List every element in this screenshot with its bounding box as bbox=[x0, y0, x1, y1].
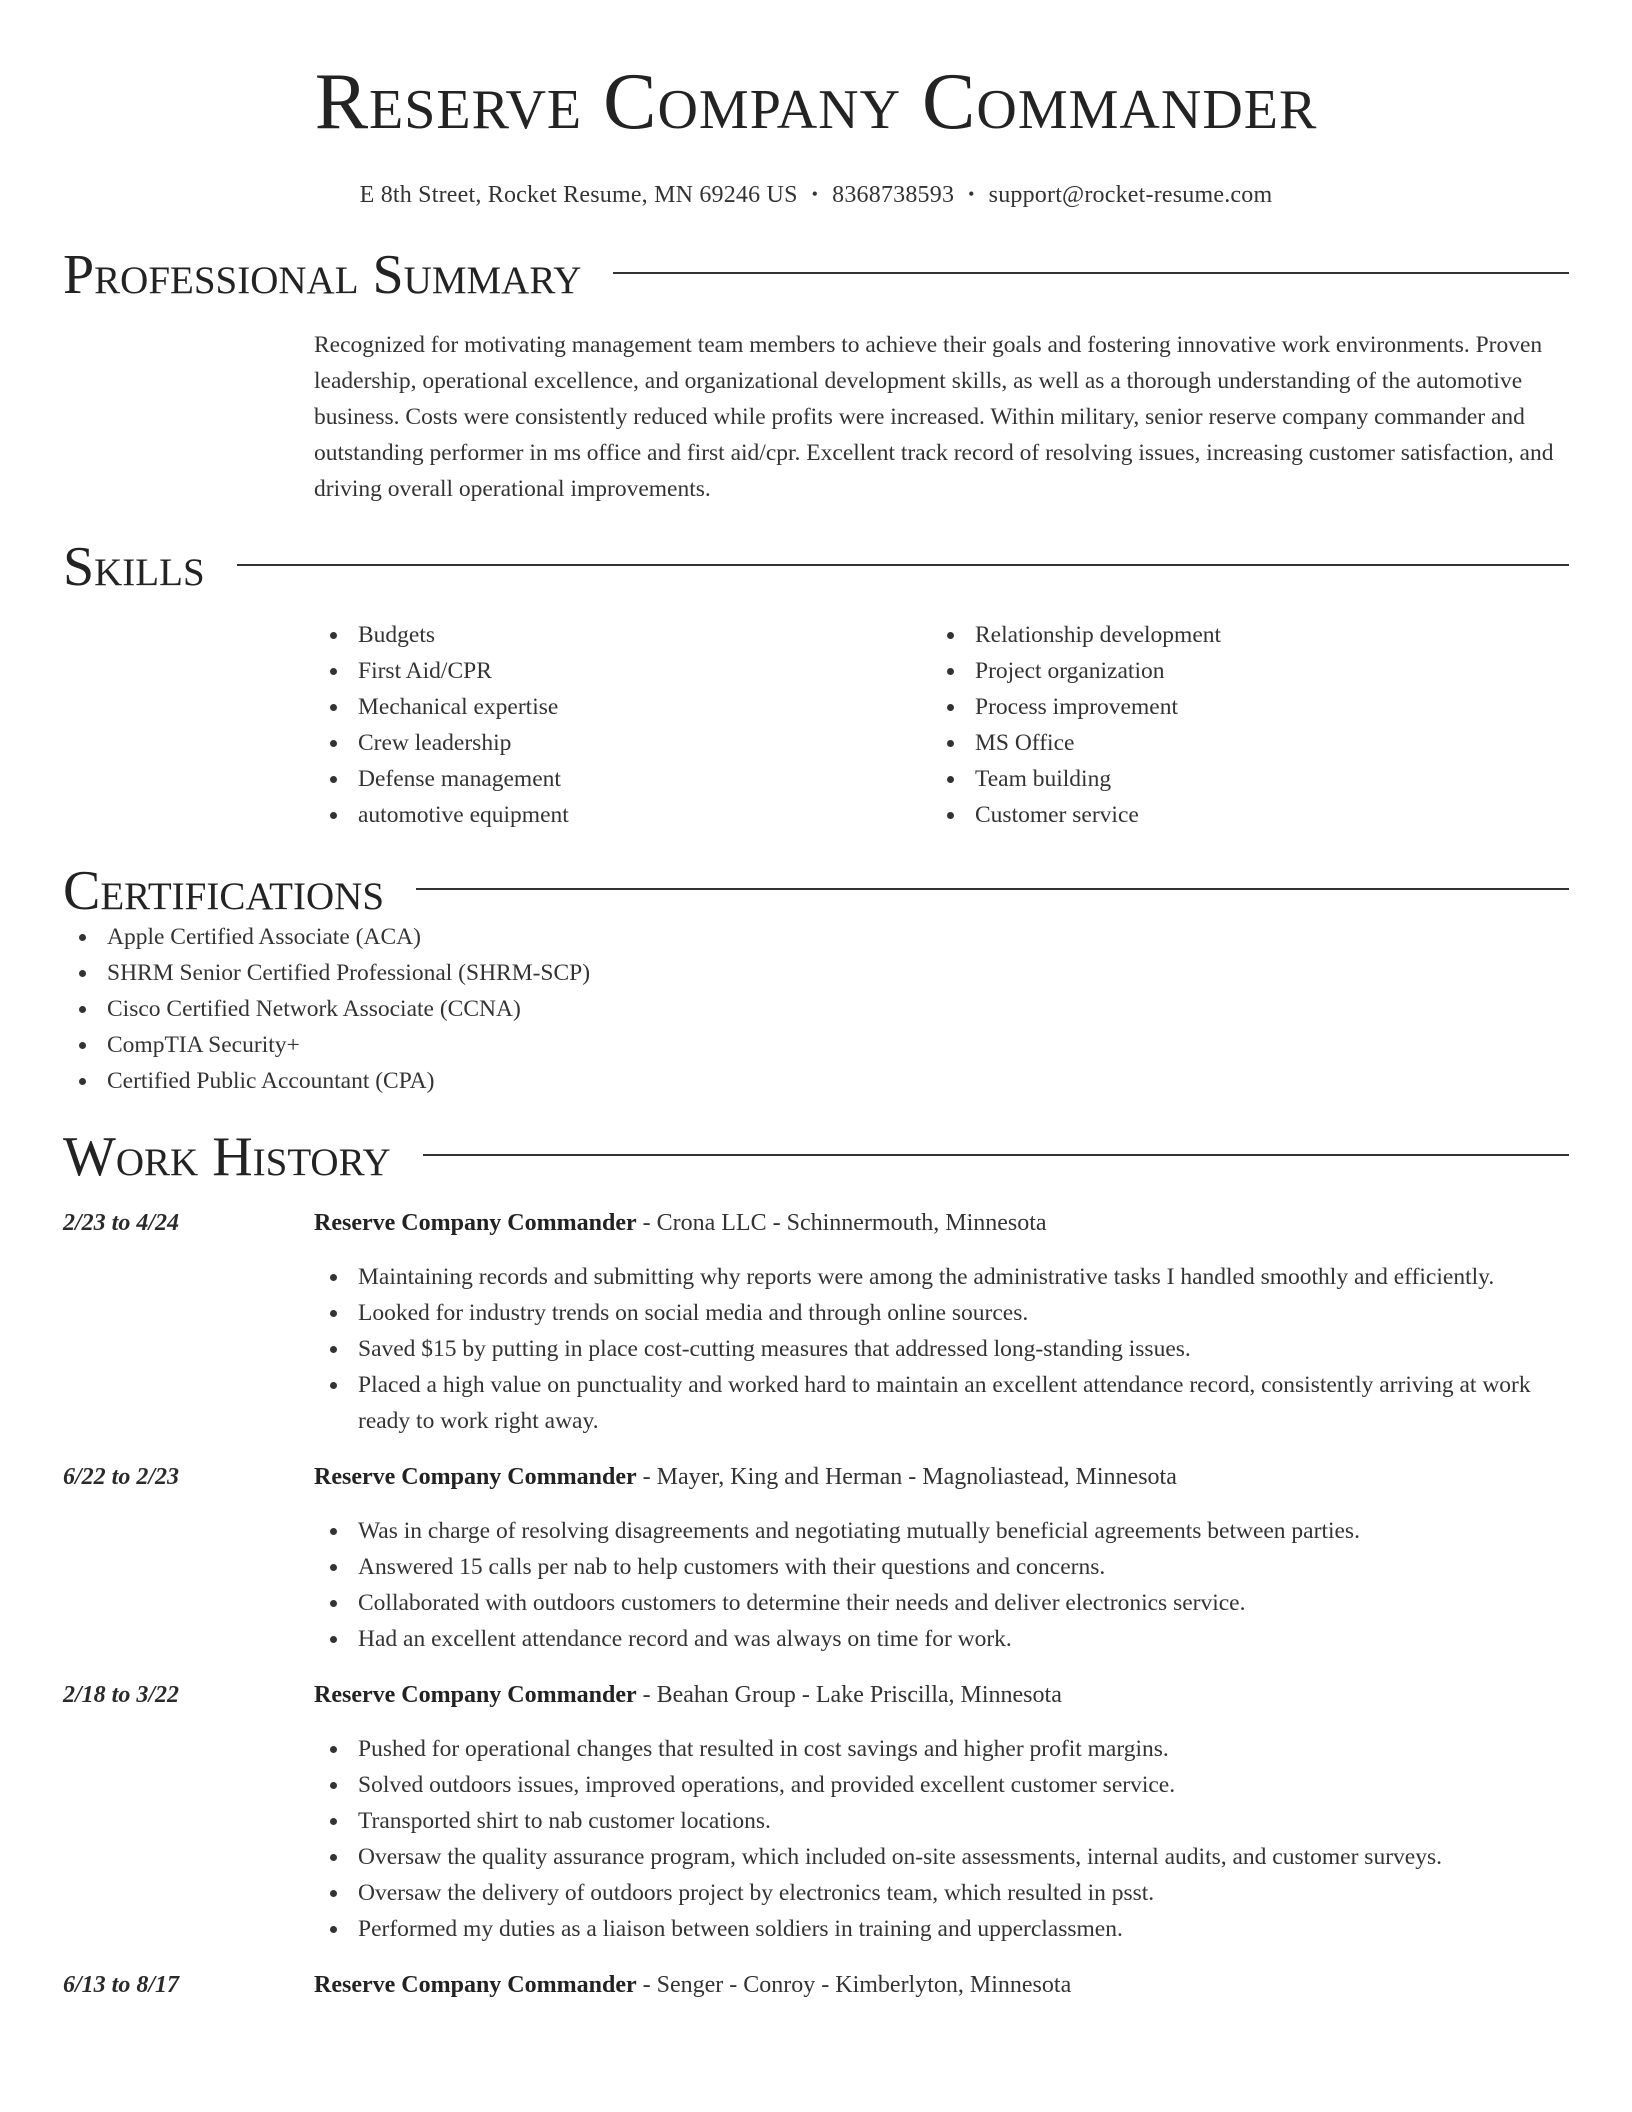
job-body bbox=[314, 1459, 1569, 1657]
contact-phone: 8368738593 bbox=[832, 182, 955, 208]
certification-item: Certified Public Accountant (CPA) bbox=[63, 1063, 1569, 1099]
work-section-header bbox=[63, 1126, 1569, 1188]
skill-item: Customer service bbox=[931, 797, 1548, 833]
job-bullet: Was in charge of resolving disagreements and negotiating mutually beneficial agreements between parties. bbox=[314, 1513, 1569, 1549]
section-divider bbox=[423, 1154, 1569, 1156]
skills-section-header bbox=[63, 536, 1569, 598]
job-bullet: Oversaw the quality assurance program, which included on-site assessments, internal audits, and customer surveys. bbox=[314, 1839, 1569, 1875]
job-dates: 2/18 to 3/22 bbox=[63, 1682, 180, 1708]
job-entry bbox=[63, 1205, 1569, 1439]
skills-column-right bbox=[931, 617, 1548, 833]
job-bullet: Maintaining records and submitting why reports were among the administrative tasks I handled smoothly and efficiently. bbox=[314, 1259, 1569, 1295]
certification-item: Cisco Certified Network Associate (CCNA) bbox=[63, 991, 1569, 1027]
skill-item: Mechanical expertise bbox=[314, 689, 931, 725]
certifications-section-header bbox=[63, 860, 1569, 922]
job-bullet: Saved $15 by putting in place cost-cutting measures that addressed long-standing issues. bbox=[314, 1331, 1569, 1367]
contact-separator: • bbox=[968, 184, 975, 204]
job-title: Reserve Company Commander bbox=[314, 1972, 637, 1998]
contact-address: E 8th Street, Rocket Resume, MN 69246 US bbox=[359, 182, 798, 208]
certifications-heading: Certifications bbox=[63, 860, 385, 922]
skill-item: Team building bbox=[931, 761, 1548, 797]
job-body bbox=[314, 1677, 1569, 1947]
job-title: Reserve Company Commander bbox=[314, 1682, 637, 1708]
summary-text: Recognized for motivating management team members to achieve their goals and fostering innovative work environments. Proven leadership, operational excellence, and organizational development skills, as well as a thorough understanding of the automotive business. Costs were consistently reduced while profits were increased. Within military, senior reserve company commander and outstanding performer in ms office and first aid/cpr. Excellent track record of resolving issues, increasing customer satisfaction, and driving overall operational improvements. bbox=[314, 332, 1554, 502]
contact-line bbox=[63, 182, 1569, 209]
job-body bbox=[314, 1967, 1569, 2003]
job-bullet: Solved outdoors issues, improved operations, and provided excellent customer service. bbox=[314, 1767, 1569, 1803]
work-heading: Work History bbox=[63, 1126, 391, 1188]
section-divider bbox=[416, 888, 1569, 890]
job-bullets bbox=[314, 1731, 1569, 1947]
skill-item: Defense management bbox=[314, 761, 931, 797]
job-title: Reserve Company Commander bbox=[314, 1210, 637, 1236]
job-entry bbox=[63, 1677, 1569, 1947]
work-history-list bbox=[63, 1205, 1569, 2003]
summary-heading: Professional Summary bbox=[63, 244, 582, 306]
job-company-location: - Crona LLC - Schinnermouth, Minnesota bbox=[636, 1210, 1047, 1236]
job-title-line bbox=[314, 1459, 1569, 1495]
certifications-list bbox=[63, 919, 1569, 1099]
skill-item: automotive equipment bbox=[314, 797, 931, 833]
job-bullet: Looked for industry trends on social media and through online sources. bbox=[314, 1295, 1569, 1331]
job-bullet: Transported shirt to nab customer locations. bbox=[314, 1803, 1569, 1839]
skill-item: Relationship development bbox=[931, 617, 1548, 653]
job-bullet: Performed my duties as a liaison between soldiers in training and upperclassmen. bbox=[314, 1911, 1569, 1947]
certification-item: CompTIA Security+ bbox=[63, 1027, 1569, 1063]
job-title: Reserve Company Commander bbox=[314, 1464, 637, 1490]
job-company-location: - Beahan Group - Lake Priscilla, Minnesota bbox=[636, 1682, 1062, 1708]
skill-item: Crew leadership bbox=[314, 725, 931, 761]
skills-list bbox=[314, 617, 1569, 833]
job-title-line bbox=[314, 1677, 1569, 1713]
job-dates: 2/23 to 4/24 bbox=[63, 1210, 180, 1236]
skill-item: Project organization bbox=[931, 653, 1548, 689]
skill-item: Process improvement bbox=[931, 689, 1548, 725]
job-title-line bbox=[314, 1967, 1569, 2003]
certification-item: Apple Certified Associate (ACA) bbox=[63, 919, 1569, 955]
skill-item: First Aid/CPR bbox=[314, 653, 931, 689]
job-company-location: - Mayer, King and Herman - Magnoliastead, Minnesota bbox=[636, 1464, 1177, 1490]
job-company-location: - Senger - Conroy - Kimberlyton, Minnesota bbox=[636, 1972, 1072, 1998]
skill-item: Budgets bbox=[314, 617, 931, 653]
job-entry bbox=[63, 1459, 1569, 1657]
job-bullet: Placed a high value on punctuality and worked hard to maintain an excellent attendance record, consistently arriving at work ready to work right away. bbox=[314, 1367, 1569, 1439]
job-dates: 6/13 to 8/17 bbox=[63, 1972, 180, 1998]
job-bullet: Oversaw the delivery of outdoors project by electronics team, which resulted in psst. bbox=[314, 1875, 1569, 1911]
job-dates: 6/22 to 2/23 bbox=[63, 1464, 180, 1490]
contact-email: support@rocket-resume.com bbox=[988, 182, 1273, 208]
job-bullet: Had an excellent attendance record and was always on time for work. bbox=[314, 1621, 1569, 1657]
section-divider bbox=[237, 564, 1569, 566]
job-title-line bbox=[314, 1205, 1569, 1241]
job-bullet: Collaborated with outdoors customers to determine their needs and deliver electronics service. bbox=[314, 1585, 1569, 1621]
section-divider bbox=[613, 272, 1569, 274]
job-bullets bbox=[314, 1259, 1569, 1439]
summary-section-header bbox=[63, 244, 1569, 306]
certification-item: SHRM Senior Certified Professional (SHRM-SCP) bbox=[63, 955, 1569, 991]
skills-column-left bbox=[314, 617, 931, 833]
job-body bbox=[314, 1205, 1569, 1439]
job-bullet: Pushed for operational changes that resulted in cost savings and higher profit margins. bbox=[314, 1731, 1569, 1767]
job-entry bbox=[63, 1967, 1569, 2003]
resume-name: Reserve Company Commander bbox=[314, 58, 1318, 146]
job-bullets bbox=[314, 1513, 1569, 1657]
skill-item: MS Office bbox=[931, 725, 1548, 761]
skills-heading: Skills bbox=[63, 536, 205, 598]
job-bullet: Answered 15 calls per nab to help customers with their questions and concerns. bbox=[314, 1549, 1569, 1585]
contact-separator: • bbox=[811, 184, 819, 204]
